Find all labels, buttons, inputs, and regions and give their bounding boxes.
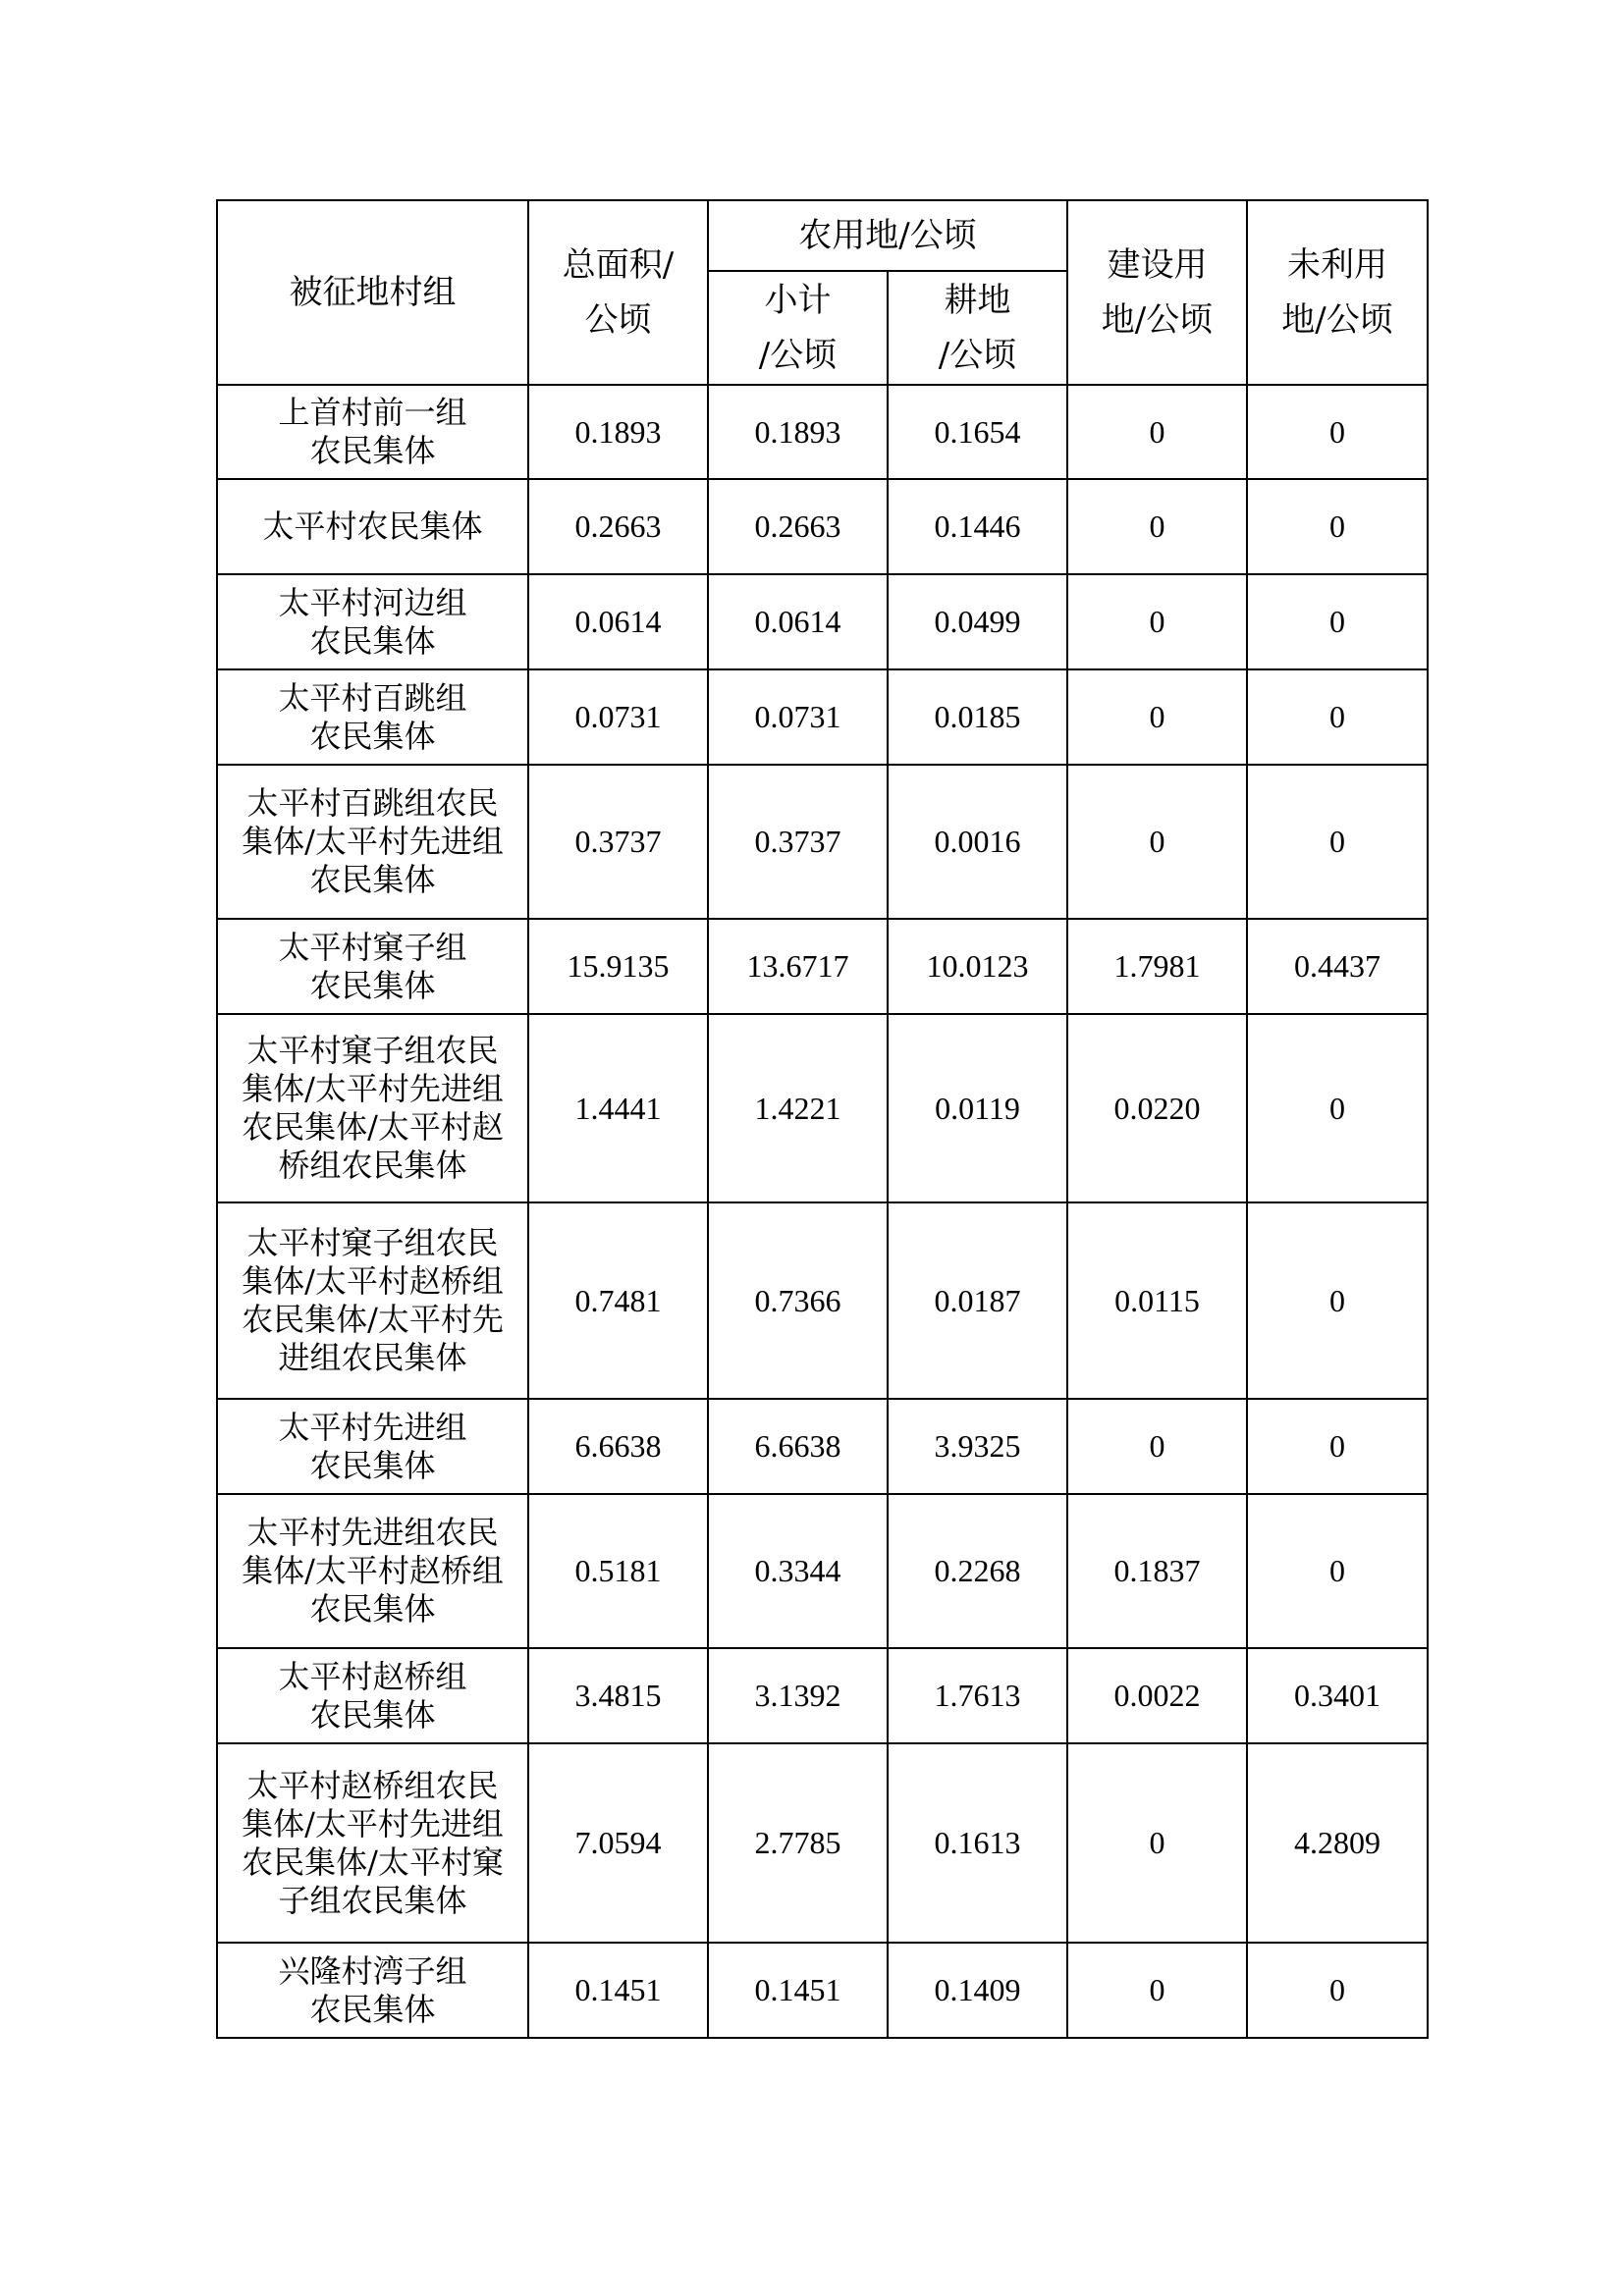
village-group-cell: 太平村窠子组 农民集体 (217, 919, 528, 1014)
village-group-cell: 太平村百跳组 农民集体 (217, 669, 528, 765)
construction-cell: 0.0115 (1067, 1202, 1247, 1399)
construction-cell: 0 (1067, 669, 1247, 765)
total-area-cell: 0.3737 (528, 765, 708, 919)
village-group-cell: 太平村河边组 农民集体 (217, 574, 528, 669)
unused-cell: 0 (1247, 1202, 1428, 1399)
table-row (217, 385, 1428, 479)
table-row (217, 919, 1428, 1014)
total-area-cell: 0.5181 (528, 1494, 708, 1648)
construction-cell: 0 (1067, 1399, 1247, 1494)
subtotal-cell: 0.7366 (708, 1202, 888, 1399)
construction-cell: 0.1837 (1067, 1494, 1247, 1648)
construction-cell: 0 (1067, 1743, 1247, 1943)
arable-cell: 0.0187 (888, 1202, 1067, 1399)
arable-cell: 0.0185 (888, 669, 1067, 765)
arable-cell: 1.7613 (888, 1648, 1067, 1743)
subtotal-cell: 0.3737 (708, 765, 888, 919)
arable-cell: 0.1654 (888, 385, 1067, 479)
total-area-cell: 15.9135 (528, 919, 708, 1014)
table-row (217, 1648, 1428, 1743)
village-group-cell: 太平村先进组农民 集体/太平村赵桥组 农民集体 (217, 1494, 528, 1648)
table-row (217, 1743, 1428, 1943)
subtotal-cell: 0.1893 (708, 385, 888, 479)
unused-cell: 0 (1247, 669, 1428, 765)
total-area-cell: 0.2663 (528, 479, 708, 574)
subtotal-cell: 2.7785 (708, 1743, 888, 1943)
unused-cell: 0 (1247, 1014, 1428, 1202)
village-group-cell: 太平村农民集体 (217, 479, 528, 574)
unused-cell: 0.3401 (1247, 1648, 1428, 1743)
village-group-cell: 太平村赵桥组 农民集体 (217, 1648, 528, 1743)
total-area-cell: 3.4815 (528, 1648, 708, 1743)
village-group-cell: 太平村窠子组农民 集体/太平村先进组 农民集体/太平村赵 桥组农民集体 (217, 1014, 528, 1202)
arable-cell: 3.9325 (888, 1399, 1067, 1494)
total-area-cell: 0.7481 (528, 1202, 708, 1399)
unused-cell: 0 (1247, 765, 1428, 919)
construction-cell: 0.0022 (1067, 1648, 1247, 1743)
unused-cell: 0.4437 (1247, 919, 1428, 1014)
arable-cell: 0.0499 (888, 574, 1067, 669)
table-row (217, 1494, 1428, 1648)
arable-cell: 0.1409 (888, 1943, 1067, 2038)
construction-cell: 0 (1067, 574, 1247, 669)
unused-cell: 0 (1247, 479, 1428, 574)
header-village-group: 被征地村组 (217, 200, 528, 385)
total-area-cell: 0.1893 (528, 385, 708, 479)
construction-cell: 0 (1067, 1943, 1247, 2038)
village-group-cell: 太平村先进组 农民集体 (217, 1399, 528, 1494)
unused-cell: 0 (1247, 1494, 1428, 1648)
subtotal-cell: 13.6717 (708, 919, 888, 1014)
total-area-cell: 6.6638 (528, 1399, 708, 1494)
subtotal-cell: 3.1392 (708, 1648, 888, 1743)
village-group-cell: 太平村赵桥组农民 集体/太平村先进组 农民集体/太平村窠 子组农民集体 (217, 1743, 528, 1943)
construction-cell: 0 (1067, 479, 1247, 574)
subtotal-cell: 1.4221 (708, 1014, 888, 1202)
subtotal-cell: 0.2663 (708, 479, 888, 574)
total-area-cell: 7.0594 (528, 1743, 708, 1943)
header-construction-land: 建设用 地/公顷 (1067, 200, 1247, 385)
subtotal-cell: 6.6638 (708, 1399, 888, 1494)
table-row (217, 669, 1428, 765)
construction-cell: 0.0220 (1067, 1014, 1247, 1202)
village-group-cell: 太平村窠子组农民 集体/太平村赵桥组 农民集体/太平村先 进组农民集体 (217, 1202, 528, 1399)
table-row (217, 1943, 1428, 2038)
arable-cell: 0.2268 (888, 1494, 1067, 1648)
total-area-cell: 0.0614 (528, 574, 708, 669)
village-group-cell: 兴隆村湾子组 农民集体 (217, 1943, 528, 2038)
table-row (217, 1399, 1428, 1494)
header-total-area: 总面积/ 公顷 (528, 200, 708, 385)
header-arable: 耕地 /公顷 (888, 271, 1067, 385)
village-group-cell: 太平村百跳组农民 集体/太平村先进组 农民集体 (217, 765, 528, 919)
header-unused-land: 未利用 地/公顷 (1247, 200, 1428, 385)
village-group-cell: 上首村前一组 农民集体 (217, 385, 528, 479)
unused-cell: 0 (1247, 574, 1428, 669)
unused-cell: 0 (1247, 1943, 1428, 2038)
subtotal-cell: 0.3344 (708, 1494, 888, 1648)
subtotal-cell: 0.0731 (708, 669, 888, 765)
unused-cell: 4.2809 (1247, 1743, 1428, 1943)
table-row (217, 479, 1428, 574)
subtotal-cell: 0.0614 (708, 574, 888, 669)
arable-cell: 0.1446 (888, 479, 1067, 574)
total-area-cell: 0.0731 (528, 669, 708, 765)
unused-cell: 0 (1247, 385, 1428, 479)
total-area-cell: 0.1451 (528, 1943, 708, 2038)
arable-cell: 0.0016 (888, 765, 1067, 919)
header-subtotal: 小计 /公顷 (708, 271, 888, 385)
table-row (217, 765, 1428, 919)
construction-cell: 0 (1067, 385, 1247, 479)
subtotal-cell: 0.1451 (708, 1943, 888, 2038)
land-acquisition-table (216, 199, 1429, 2039)
arable-cell: 10.0123 (888, 919, 1067, 1014)
arable-cell: 0.0119 (888, 1014, 1067, 1202)
unused-cell: 0 (1247, 1399, 1428, 1494)
arable-cell: 0.1613 (888, 1743, 1067, 1943)
header-agricultural-land: 农用地/公顷 (708, 200, 1067, 271)
table-row (217, 1014, 1428, 1202)
construction-cell: 1.7981 (1067, 919, 1247, 1014)
total-area-cell: 1.4441 (528, 1014, 708, 1202)
construction-cell: 0 (1067, 765, 1247, 919)
table-row (217, 574, 1428, 669)
table-row (217, 1202, 1428, 1399)
